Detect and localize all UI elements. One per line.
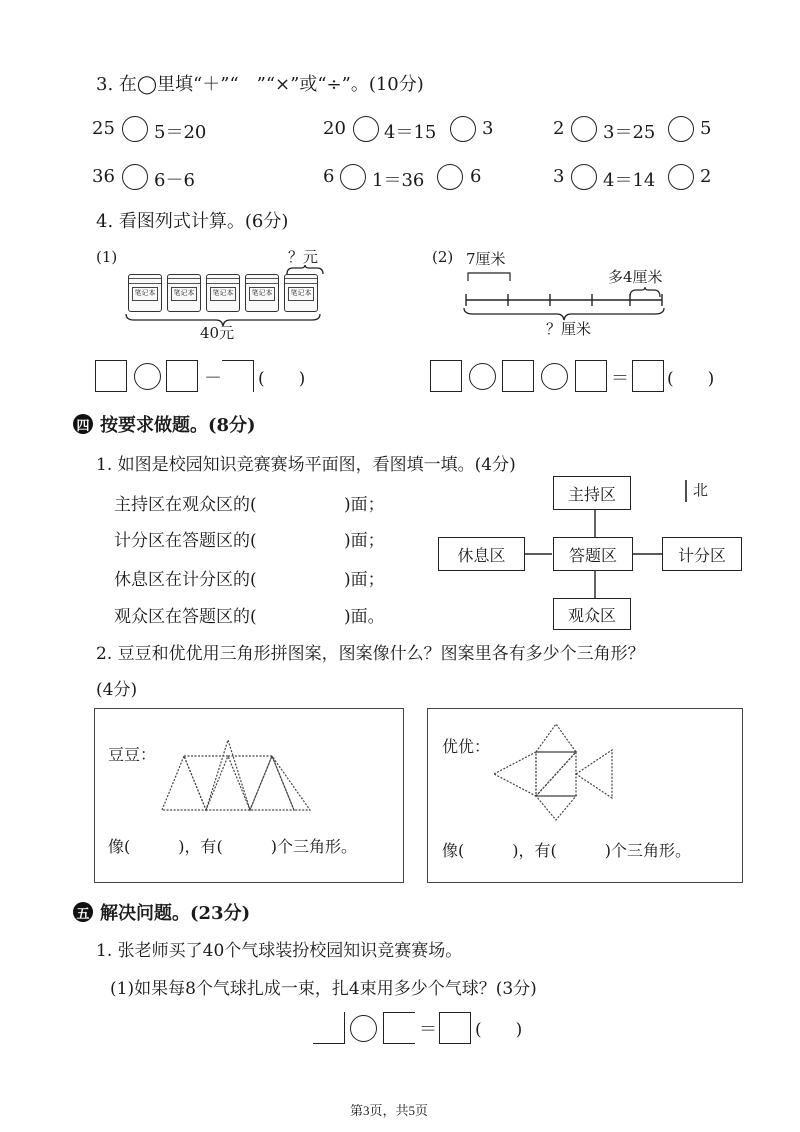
- q4-p2-label: (2): [432, 248, 454, 266]
- q3-r2-c-circle1[interactable]: [571, 164, 597, 190]
- youyou-fish-figure: [490, 722, 670, 822]
- sec5-q1-box3[interactable]: [439, 1012, 471, 1044]
- sec5-q1-box2[interactable]: [383, 1012, 415, 1044]
- notebook-1: 笔记本: [128, 274, 162, 312]
- q4-p2-line: [464, 292, 664, 308]
- q3-r2-b-right: 6: [470, 166, 482, 187]
- q3-r1-b-circle2[interactable]: [450, 116, 476, 142]
- sec4-q1-line-2: 计分区在答题区的(: [114, 531, 257, 551]
- q3-r1-b-right: 3: [482, 118, 494, 139]
- q3-r2-c-right: 2: [700, 166, 712, 187]
- q4-p2-equals: ＝: [611, 368, 629, 389]
- q4-p1-box1[interactable]: [95, 360, 127, 392]
- q4-title: 4. 看图列式计算。(6分): [96, 211, 289, 232]
- q3-r1-a-left: 25: [92, 118, 115, 139]
- q4-p2-box3[interactable]: [575, 360, 607, 392]
- doudou-name: 豆豆：: [108, 745, 157, 764]
- q4-p1-label: (1): [96, 248, 118, 266]
- map-answer-area: 答题区: [553, 537, 633, 571]
- youyou-answer: 像( )，有( )个三角形。: [442, 841, 691, 860]
- q3-r2-a-left: 36: [92, 166, 115, 187]
- notebook-3: 笔记本: [206, 274, 240, 312]
- q4-p1-paren: ( ): [258, 369, 306, 389]
- q4-p2-box1[interactable]: [430, 360, 462, 392]
- sec4-q1-line-4: 观众区在答题区的(: [114, 607, 257, 627]
- sec4-q2-score: (4分): [96, 680, 138, 700]
- page-footer: 第3页，共5页: [350, 1103, 429, 1118]
- q4-p1-question: ？元: [288, 248, 319, 266]
- q4-p2-more-label: 多4厘米: [608, 268, 663, 286]
- q4-p2-box2[interactable]: [502, 360, 534, 392]
- sec5-q1-box1[interactable]: [313, 1012, 345, 1044]
- sec4-q2-title: 2. 豆豆和优优用三角形拼图案，图案像什么？图案里各有多少个三角形？: [96, 644, 645, 664]
- q4-p1-box3[interactable]: [222, 360, 254, 392]
- q3-r2-b-circle1[interactable]: [340, 164, 366, 190]
- youyou-name: 优优：: [442, 737, 491, 756]
- q3-r2-a-circle[interactable]: [122, 164, 148, 190]
- sec4-q1-line-3-end: )面；: [344, 570, 385, 590]
- sec5-q1-sub1: (1)如果每8个气球扎成一束，扎4束用多少个气球？(3分): [110, 979, 537, 999]
- sec4-q1-line-3: 休息区在计分区的(: [114, 570, 257, 590]
- q4-p1-total: 40元: [200, 324, 235, 342]
- q3-r2-b-left: 6: [323, 166, 335, 187]
- q3-r1-c-mid: 3＝25: [603, 122, 656, 143]
- q3-r1-a-circle[interactable]: [122, 116, 148, 142]
- q3-r1-c-circle2[interactable]: [668, 116, 694, 142]
- q3-r1-c-left: 2: [553, 118, 565, 139]
- q4-p2-segment-brace: [466, 270, 512, 282]
- map-score-area: 计分区: [662, 537, 742, 571]
- q3-r1-b-circle1[interactable]: [353, 116, 379, 142]
- sec5-q1-paren: ( ): [475, 1020, 523, 1040]
- q3-r2-c-circle2[interactable]: [668, 164, 694, 190]
- q3-r1-b-left: 20: [323, 118, 346, 139]
- q4-p2-op-circle1[interactable]: [469, 363, 496, 390]
- q3-r1-b-mid: 4＝15: [384, 122, 437, 143]
- doudou-trapezoid-figure: [160, 738, 320, 818]
- q3-r2-b-circle2[interactable]: [437, 164, 463, 190]
- q3-r2-c-left: 3: [553, 166, 565, 187]
- q4-p2-op-circle2[interactable]: [541, 363, 568, 390]
- sec4-q1-line-1-end: )面；: [344, 495, 385, 515]
- map-audience-area: 观众区: [553, 598, 631, 630]
- sec4-q1-line-1: 主持区在观众区的(: [114, 495, 257, 515]
- sec4-q1-title: 1. 如图是校园知识竞赛赛场平面图，看图填一填。(4分): [96, 455, 516, 475]
- q3-r1-a-right: 5＝20: [154, 122, 207, 143]
- doudou-answer: 像( )，有( )个三角形。: [108, 837, 357, 856]
- q3-title: 3. 在◯里填“＋”“ ”“×”或“÷”。(10分): [96, 74, 424, 95]
- map-host-area: 主持区: [553, 476, 631, 510]
- q3-r2-a-right: 6－6: [154, 170, 195, 191]
- q4-p1-box2[interactable]: [166, 360, 198, 392]
- north-arrow-icon: [683, 480, 689, 504]
- sec5-q1-op-circle[interactable]: [350, 1015, 377, 1042]
- q4-p2-question: ？厘米: [546, 320, 592, 338]
- notebook-2: 笔记本: [167, 274, 201, 312]
- section-5-badge: 五: [73, 902, 93, 922]
- section-5-title: 解决问题。(23分): [100, 903, 251, 924]
- q4-p1-op-circle[interactable]: [134, 363, 161, 390]
- q3-r2-c-mid: 4＝14: [603, 170, 656, 191]
- sec4-q1-line-4-end: )面。: [344, 607, 385, 627]
- q4-p2-box4[interactable]: [632, 360, 664, 392]
- sec4-q1-line-2-end: )面；: [344, 531, 385, 551]
- sec5-q1-title: 1. 张老师买了40个气球装扮校园知识竞赛赛场。: [96, 941, 463, 961]
- section-4-badge: 四: [73, 414, 93, 434]
- notebook-5: 笔记本: [284, 274, 318, 312]
- map-north-label: 北: [693, 481, 709, 499]
- q3-r2-b-mid: 1＝36: [372, 170, 425, 191]
- sec5-q1-equals: ＝: [419, 1019, 437, 1040]
- q4-p2-paren: ( ): [667, 369, 715, 389]
- section-4-title: 按要求做题。(8分): [100, 415, 256, 436]
- q3-r1-c-right: 5: [700, 118, 712, 139]
- q4-p2-seg-label: 7厘米: [466, 250, 506, 268]
- q3-r1-c-circle1[interactable]: [571, 116, 597, 142]
- map-rest-area: 休息区: [438, 537, 525, 571]
- q4-p1-minus: －: [204, 368, 222, 389]
- notebook-4: 笔记本: [245, 274, 279, 312]
